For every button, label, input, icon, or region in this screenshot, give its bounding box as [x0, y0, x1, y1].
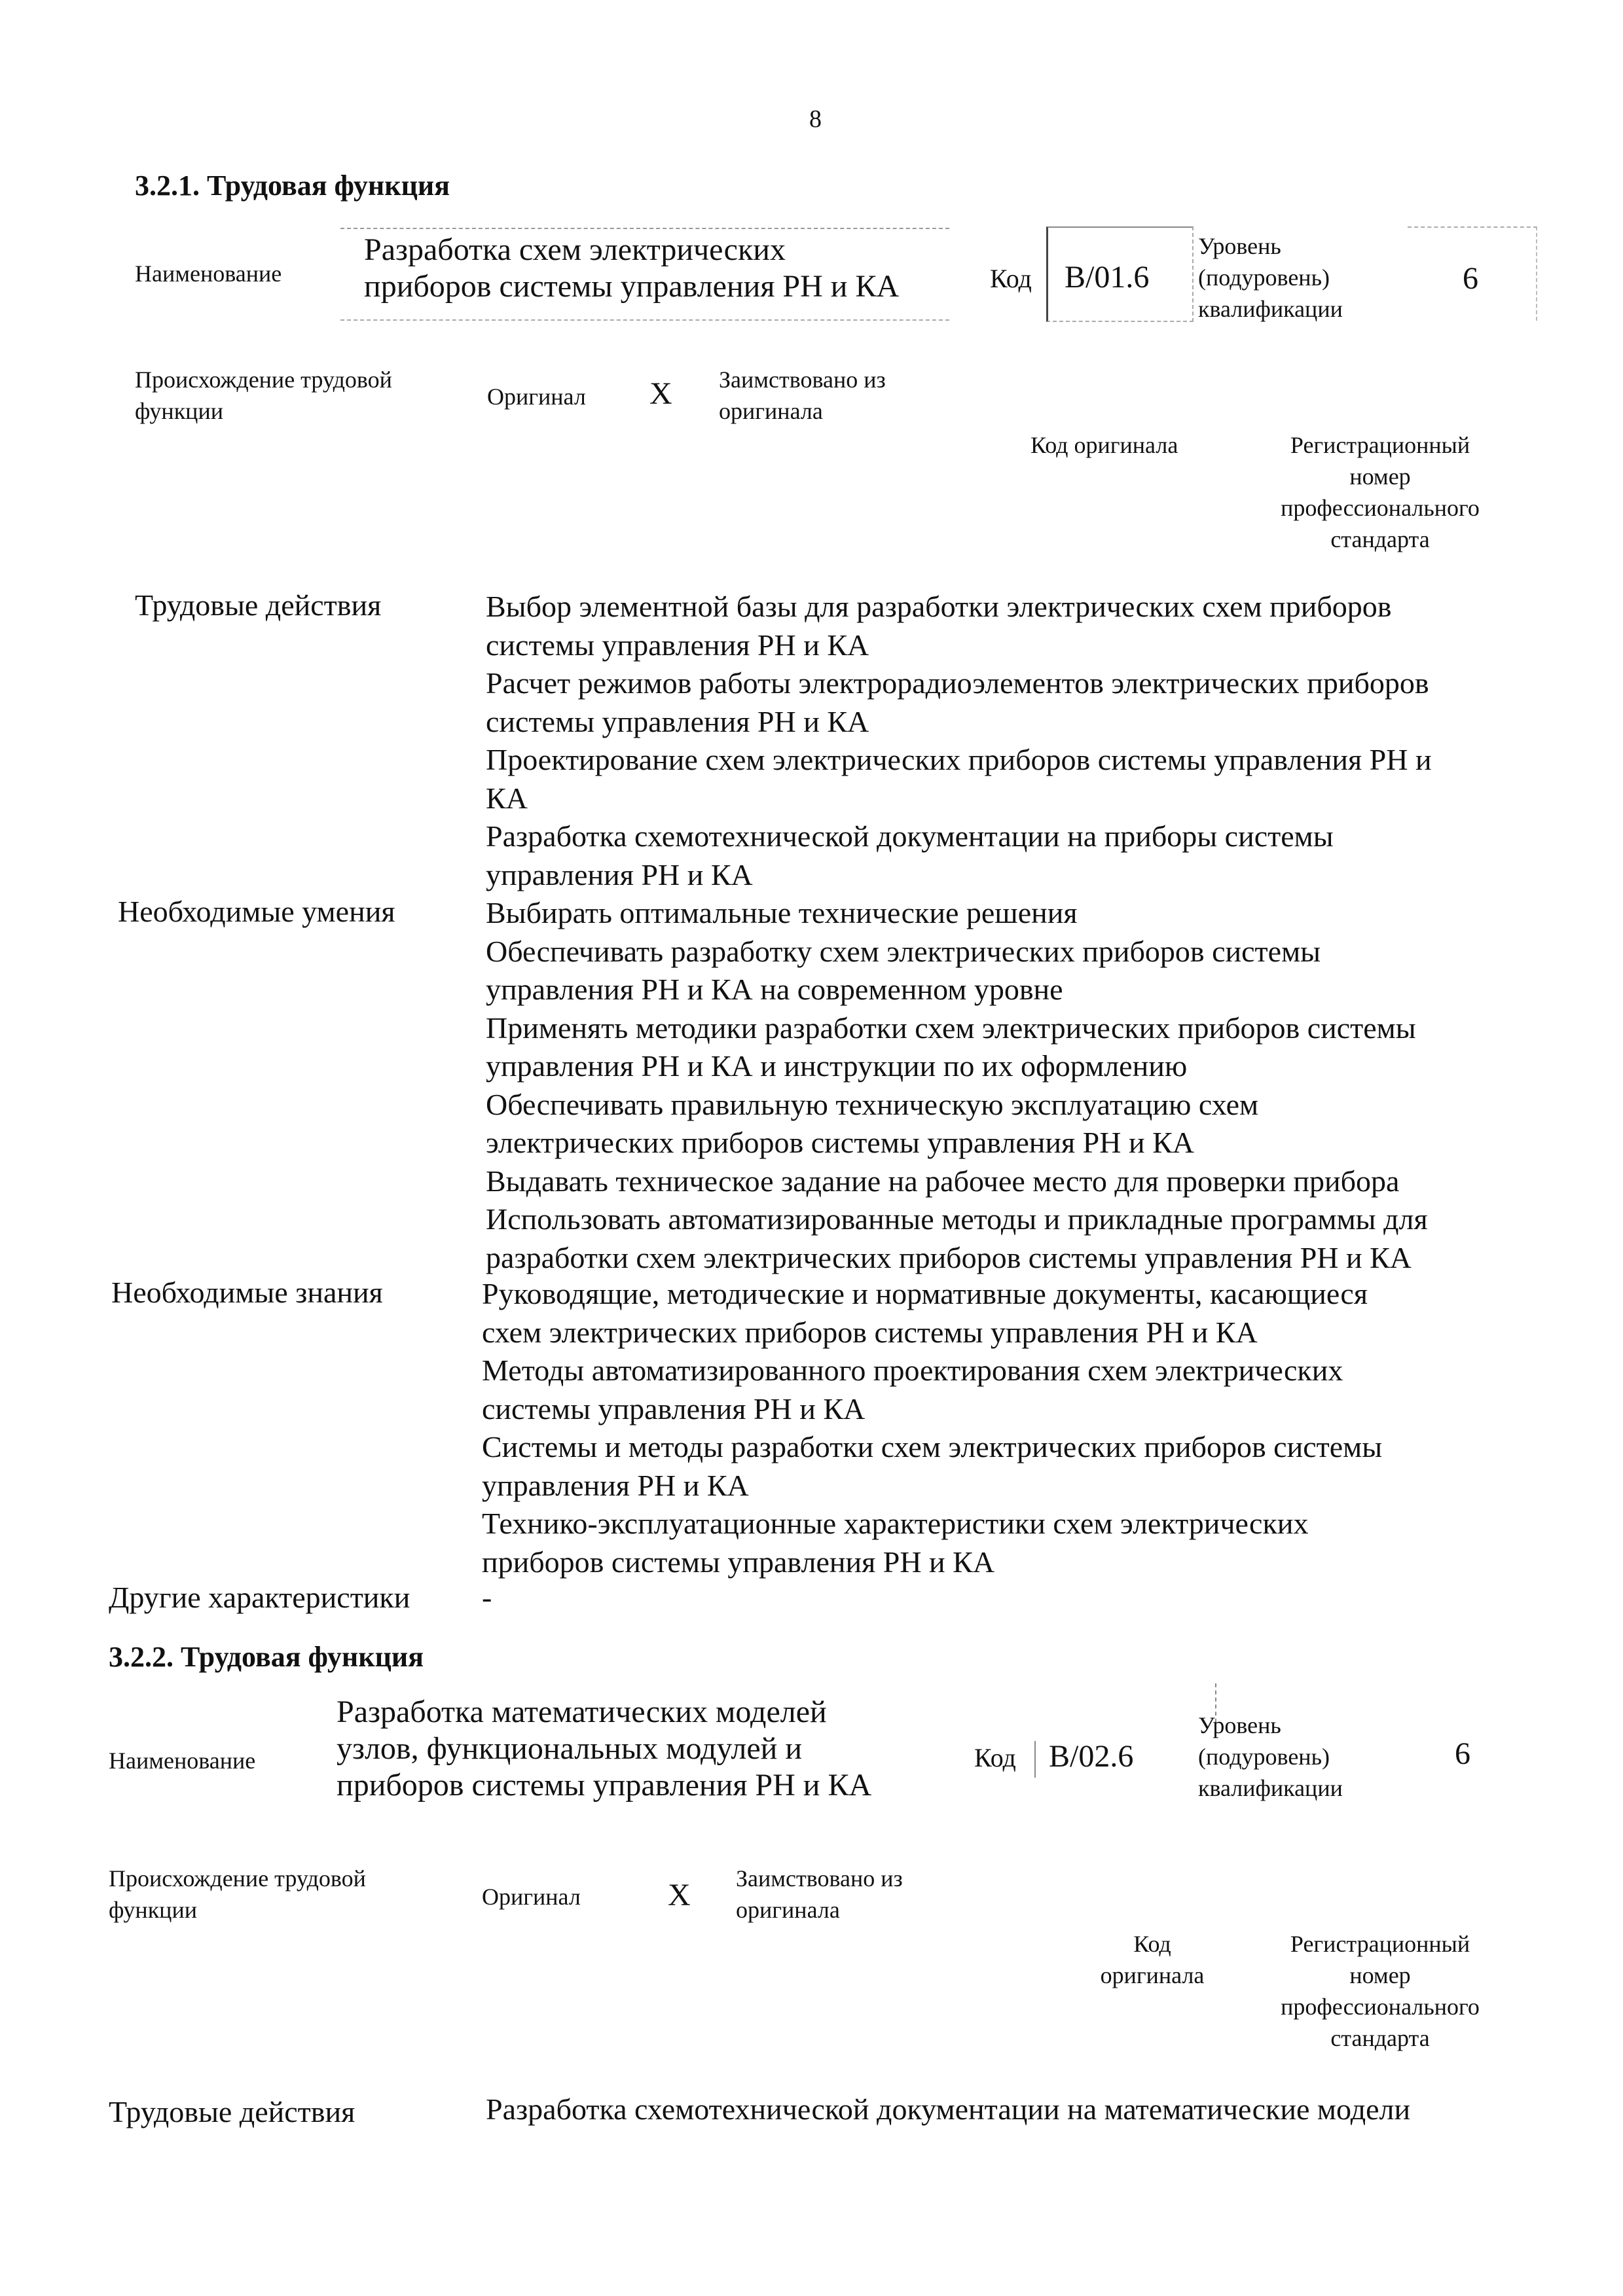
actions-list — [486, 588, 1536, 894]
level-label: (подуровень) — [1198, 264, 1330, 291]
reg-label-line: профессионального — [1281, 1994, 1480, 2020]
skills-label: Необходимые умения — [118, 895, 395, 928]
name-label: Наименование — [135, 260, 282, 287]
code-divider — [1034, 1741, 1036, 1778]
code-value: B/01.6 — [1065, 260, 1150, 295]
list-item: Применять методики разработки схем электрических приборов системы управления РН и КА и инструкции по их оформлению — [486, 1011, 1416, 1083]
reg-label-line: Регистрационный — [1290, 1931, 1470, 1957]
list-item: Обеспечивать разработку схем электрических приборов системы управления РН и КА на современном уровне — [486, 934, 1321, 1006]
borrowed-label: Заимствовано из — [736, 1865, 903, 1892]
origin-label: Происхождение трудовой — [135, 367, 392, 393]
function-name-line: Разработка схем электрических — [364, 232, 786, 267]
list-item: Выбирать оптимальные технические решения — [486, 896, 1078, 929]
registration-number-label — [1243, 429, 1518, 555]
orig-code-line: оригинала — [1100, 1962, 1205, 1988]
function-name-line: узлов, функциональных модулей и — [337, 1731, 802, 1766]
list-item: Системы и методы разработки схем электрических приборов системы управления РН и КА — [482, 1430, 1383, 1502]
borrowed-label: Заимствовано из — [719, 367, 886, 393]
borrowed-label: оригинала — [736, 1897, 840, 1923]
code-label: Код — [974, 1743, 1016, 1772]
original-mark: X — [649, 376, 672, 411]
other-characteristics-label: Другие характеристики — [109, 1581, 410, 1614]
reg-label-line: номер — [1349, 1962, 1411, 1988]
reg-label-line: стандарта — [1330, 526, 1430, 552]
function-name-line: приборов системы управления РН и КА — [364, 269, 900, 304]
list-item: Разработка схемотехнической документации на математические модели — [486, 2092, 1411, 2126]
list-item: Обеспечивать правильную техническую эксплуатацию схем электрических приборов системы управления РН и КА — [486, 1087, 1259, 1159]
knowledge-label: Необходимые знания — [111, 1276, 383, 1309]
page-number: 8 — [809, 105, 822, 133]
list-item: Выбор элементной базы для разработки электрических схем приборов системы управления РН и КА — [486, 590, 1392, 662]
level-value: 6 — [1455, 1736, 1470, 1771]
original-mark: X — [668, 1878, 691, 1912]
actions-label: Трудовые действия — [135, 588, 382, 622]
original-label: Оригинал — [487, 384, 586, 410]
list-item: Технико-эксплуатационные характеристики схем электрических приборов системы управления РН и КА — [482, 1507, 1309, 1579]
function-name-line: Разработка математических моделей — [337, 1695, 827, 1729]
skills-list — [486, 894, 1536, 1277]
level-value: 6 — [1463, 261, 1478, 296]
level-label: квалификации — [1198, 1775, 1343, 1801]
level-label: квалификации — [1198, 296, 1343, 322]
knowledge-list — [482, 1275, 1532, 1581]
level-label: Уровень — [1198, 1712, 1281, 1738]
list-item: Выдавать техническое задание на рабочее место для проверки прибора — [486, 1164, 1400, 1198]
list-item: Проектирование схем электрических приборов системы управления РН и КА — [486, 743, 1432, 815]
function-name-line: приборов системы управления РН и КА — [337, 1768, 872, 1803]
original-label: Оригинал — [482, 1884, 581, 1910]
name-label: Наименование — [109, 1748, 256, 1774]
original-code-label: Код оригинала — [1030, 432, 1178, 458]
list-item: Разработка схемотехнической документации на приборы системы управления РН и КА — [486, 819, 1334, 891]
reg-label-line: Регистрационный — [1290, 432, 1470, 458]
actions-label: Трудовые действия — [109, 2095, 356, 2128]
origin-label: функции — [135, 398, 223, 424]
level-label: (подуровень) — [1198, 1744, 1330, 1770]
reg-label-line: профессионального — [1281, 495, 1480, 521]
other-characteristics-value: - — [482, 1581, 492, 1614]
registration-number-label — [1243, 1928, 1518, 2054]
list-item: Использовать автоматизированные методы и прикладные программы для разработки схем электрических приборов системы управления РН и КА — [486, 1202, 1428, 1274]
section-title: 3.2.1. Трудовая функция — [135, 170, 450, 202]
code-label: Код — [990, 264, 1032, 293]
list-item: Расчет режимов работы электрорадиоэлементов электрических приборов системы управления РН и КА — [486, 666, 1429, 738]
level-label: Уровень — [1198, 233, 1281, 259]
origin-label: Происхождение трудовой — [109, 1865, 366, 1892]
original-code-label — [1061, 1928, 1244, 1991]
section-title: 3.2.2. Трудовая функция — [109, 1641, 424, 1673]
reg-label-line: стандарта — [1330, 2025, 1430, 2051]
orig-code-line: Код — [1133, 1931, 1171, 1957]
list-item: Методы автоматизированного проектирования схем электрических системы управления РН и КА — [482, 1354, 1343, 1426]
list-item: Руководящие, методические и нормативные документы, касающиеся схем электрических приборов системы управления РН и КА — [482, 1277, 1368, 1349]
reg-label-line: номер — [1349, 463, 1411, 490]
code-value: B/02.6 — [1049, 1739, 1134, 1774]
borrowed-label: оригинала — [719, 398, 823, 424]
origin-label: функции — [109, 1897, 197, 1923]
